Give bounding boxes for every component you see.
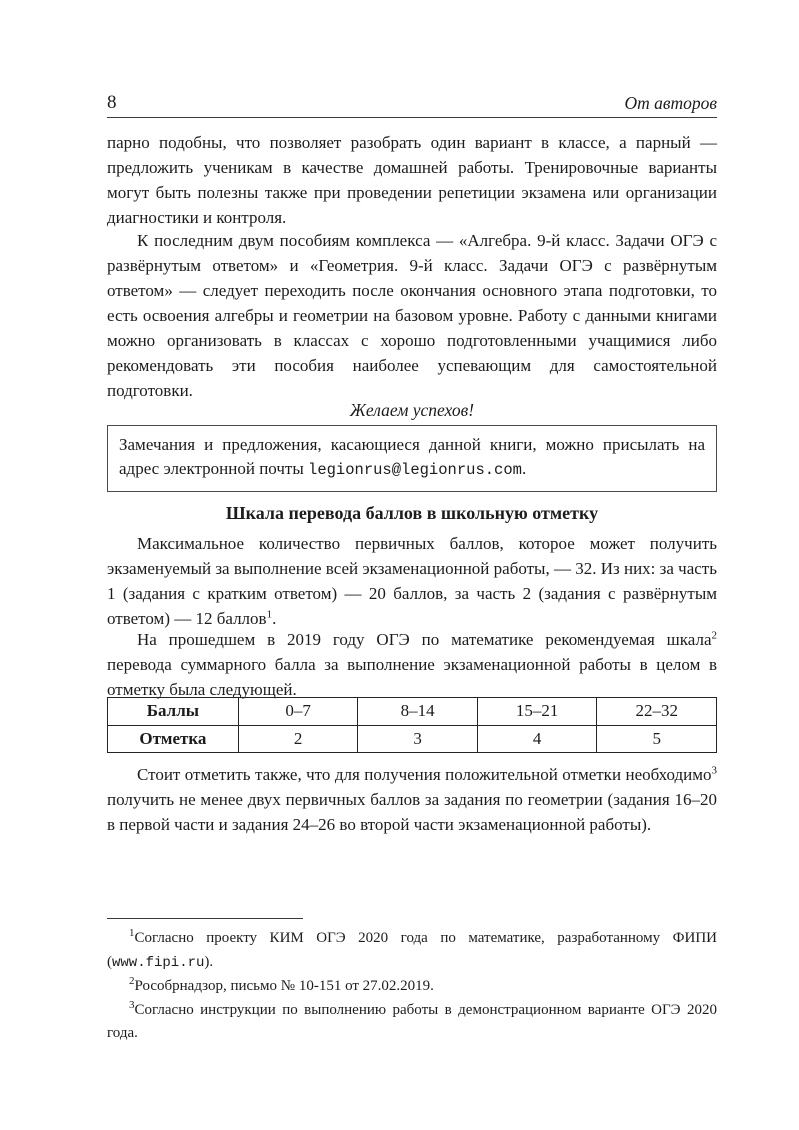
- page-header: [107, 92, 717, 118]
- score-table-container: [107, 697, 717, 753]
- paragraph-3-end: .: [272, 609, 277, 628]
- footnote-separator: [107, 918, 303, 919]
- footnote-ref-1: 1: [266, 608, 273, 621]
- row-label-scores: Баллы: [108, 698, 239, 726]
- running-title: От авторов: [624, 93, 717, 113]
- table-row-scores: [108, 698, 717, 726]
- row-label-marks: Отметка: [108, 725, 239, 753]
- note-text-end: .: [521, 459, 527, 478]
- footnotes: [107, 927, 717, 1046]
- note-text: Замечания и предложения, касающиеся данной книги, можно присылать на адрес электронной почты: [119, 435, 705, 478]
- footnote-2-text: Рособрнадзор, письмо № 10-151 от 27.02.2019.: [134, 978, 434, 994]
- score-range-cell: 8–14: [358, 698, 478, 726]
- email-address: legionrus@legionrus.com: [308, 461, 522, 479]
- footnote-1-marker: 1: [129, 927, 135, 939]
- paragraph-4-text: На прошедшем в 2019 году ОГЭ по математике рекомендуемая шкала: [137, 630, 712, 649]
- paragraph-3: [107, 531, 717, 631]
- score-range-cell: 0–7: [238, 698, 358, 726]
- footnote-3-text: Согласно инструкции по выполнению работы в демонстрационном варианте ОГЭ 2020 года.: [107, 1001, 717, 1041]
- footnote-3-marker: 3: [129, 998, 135, 1011]
- mark-cell: 3: [358, 725, 478, 753]
- feedback-note-box: [107, 425, 717, 492]
- mark-cell: 4: [477, 725, 597, 753]
- paragraph-2: К последним двум пособиям комплекса — «Алгебра. 9-й класс. Задачи ОГЭ с развёрнутым ответом» и «Геометрия. 9-й класс. Задачи ОГЭ с развёрнутым ответом» — следует переходить после окончания основного этапа подготовки, то есть освоения алгебры и геометрии на базовом уровне. Работу с данными книгами можно организовать в классах с хорошо подготовленными учащимися либо рекомендовать эти пособия наиболее успевающим для самостоятельной подготовки.: [107, 231, 717, 400]
- fipi-url: www.fipi.ru: [112, 954, 205, 971]
- footnote-3: [107, 999, 717, 1046]
- paragraph-5: [107, 762, 717, 837]
- footnote-ref-3: 3: [711, 764, 717, 777]
- footnote-1: [107, 927, 717, 975]
- footnote-ref-2: 2: [711, 629, 717, 642]
- paragraph-3-text: Максимальное количество первичных баллов, которое может получить экзаменуемый за выполнение всей экзаменационной работы, — 32. Из них: за часть 1 (задания с кратким ответом) — 20 баллов, за часть 2 (задания с развёрнутым ответом) — 12 баллов: [107, 534, 717, 628]
- page-number: 8: [107, 92, 117, 113]
- footnote-2-marker: 2: [129, 975, 135, 987]
- score-range-cell: 15–21: [477, 698, 597, 726]
- paragraph-4: [107, 627, 717, 702]
- header-rule: [107, 117, 717, 118]
- paragraph-1: парно подобны, что позволяет разобрать один вариант в классе, а парный — предложить ученикам в качестве домашней работы. Тренировочные варианты могут быть полезны также при проведении репетиции экзамена или организации диагностики и контроля.: [107, 133, 717, 227]
- wish-line: Желаем успехов!: [349, 400, 475, 420]
- table-row-marks: [108, 725, 717, 753]
- footnote-1-text: Согласно проекту КИМ ОГЭ 2020 года по математике, разработанному ФИПИ (: [107, 930, 717, 970]
- mark-cell: 5: [597, 725, 717, 753]
- footnote-2: [107, 975, 717, 999]
- paragraph-4-end: перевода суммарного балла за выполнение экзаменационной работы в целом в отметку была следующей.: [107, 655, 717, 699]
- footnote-1-end: ).: [204, 953, 214, 970]
- paragraph-5-end: получить не менее двух первичных баллов за задания по геометрии (задания 16–20 в первой части и задания 24–26 во второй части экзаменационной работы).: [107, 790, 717, 834]
- paragraph-5-text: Стоит отметить также, что для получения положительной отметки необходимо: [137, 765, 712, 784]
- footnote-separator-container: [107, 918, 717, 919]
- mark-cell: 2: [238, 725, 358, 753]
- score-conversion-table: [107, 697, 717, 753]
- score-range-cell: 22–32: [597, 698, 717, 726]
- section-heading: Шкала перевода баллов в школьную отметку: [225, 503, 599, 523]
